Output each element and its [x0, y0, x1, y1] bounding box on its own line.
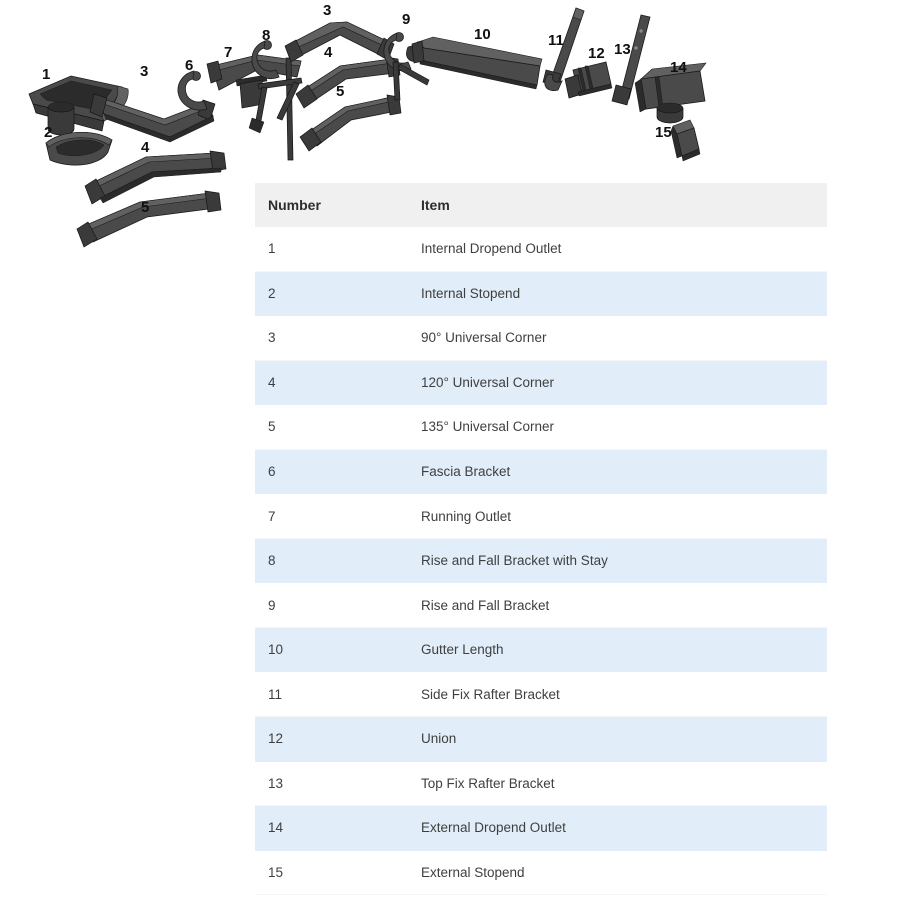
row-item: 135° Universal Corner — [421, 419, 554, 435]
row-number: 7 — [268, 508, 276, 524]
part-label: 8 — [262, 27, 271, 44]
table-header-number: Number — [268, 197, 321, 213]
row-number: 15 — [268, 864, 284, 880]
part-label: 7 — [224, 44, 233, 61]
row-item: Fascia Bracket — [421, 464, 511, 479]
row-item: External Dropend Outlet — [421, 820, 566, 836]
row-number: 6 — [268, 464, 276, 479]
table-row — [255, 583, 827, 628]
row-item: Internal Dropend Outlet — [421, 241, 562, 257]
row-number: 14 — [268, 820, 284, 836]
part-label: 15 — [655, 124, 672, 141]
table-row — [255, 806, 827, 851]
row-item: 120° Universal Corner — [421, 374, 554, 390]
part-label: 4 — [141, 139, 150, 156]
table-row — [255, 762, 827, 807]
part-label: 6 — [185, 57, 194, 74]
row-number: 5 — [268, 419, 276, 435]
parts-table-body — [255, 227, 827, 895]
part-label: 3 — [140, 63, 149, 80]
row-number: 3 — [268, 330, 276, 346]
row-number: 10 — [268, 642, 284, 658]
part-fascia-bracket — [178, 57, 207, 110]
part-label: 5 — [336, 83, 345, 100]
row-number: 8 — [268, 553, 276, 569]
row-item: Union — [421, 731, 457, 747]
row-item: External Stopend — [421, 864, 525, 880]
part-label: 9 — [402, 11, 411, 28]
part-label: 2 — [44, 124, 53, 141]
row-number: 1 — [268, 241, 276, 257]
table-row — [255, 405, 827, 450]
part-union — [565, 45, 612, 98]
row-item: Rise and Fall Bracket with Stay — [421, 553, 608, 569]
table-header-item: Item — [421, 197, 450, 213]
table-row — [255, 227, 827, 272]
row-number: 9 — [268, 597, 276, 613]
table-row — [255, 272, 827, 317]
table-row — [255, 450, 827, 495]
table-row — [255, 851, 827, 896]
part-label: 12 — [588, 45, 605, 62]
table-header-row — [255, 183, 827, 227]
table-row — [255, 361, 827, 406]
row-item: Rise and Fall Bracket — [421, 597, 550, 613]
part-label: 5 — [141, 199, 150, 216]
part-external-stopend — [655, 120, 700, 161]
table-row — [255, 672, 827, 717]
parts-table — [255, 183, 827, 895]
row-item: 90° Universal Corner — [421, 330, 547, 346]
row-number: 12 — [268, 731, 284, 747]
table-row — [255, 717, 827, 762]
table-row — [255, 316, 827, 361]
row-number: 4 — [268, 374, 276, 390]
row-item: Gutter Length — [421, 642, 504, 658]
part-label: 13 — [614, 41, 631, 58]
row-item: Internal Stopend — [421, 285, 521, 301]
part-external-dropend-outlet — [635, 59, 706, 123]
part-label: 10 — [474, 26, 491, 43]
part-label: 14 — [670, 59, 687, 76]
table-row — [255, 628, 827, 673]
row-item: Side Fix Rafter Bracket — [421, 686, 560, 702]
part-label: 3 — [323, 2, 332, 19]
row-number: 13 — [268, 775, 284, 791]
part-label: 11 — [548, 32, 564, 49]
table-row — [255, 539, 827, 584]
row-number: 2 — [268, 285, 276, 301]
row-number: 11 — [268, 686, 283, 702]
part-label: 1 — [42, 66, 51, 83]
row-item: Top Fix Rafter Bracket — [421, 775, 555, 791]
table-row — [255, 494, 827, 539]
row-item: Running Outlet — [421, 508, 512, 524]
part-label: 4 — [324, 44, 333, 61]
part-90-universal-corner-top — [285, 2, 394, 62]
